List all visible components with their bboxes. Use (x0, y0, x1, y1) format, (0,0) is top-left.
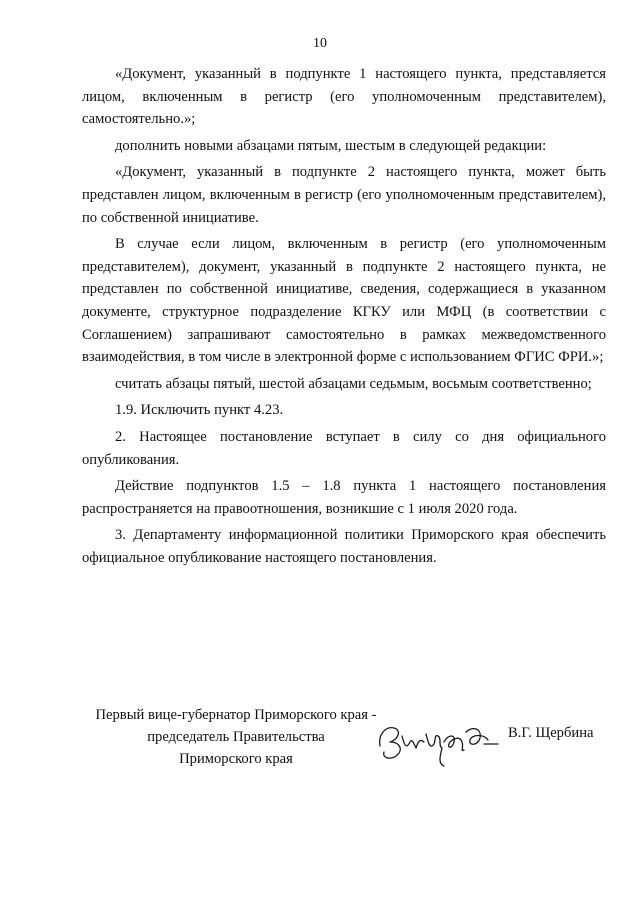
document-body (82, 63, 606, 573)
signatory-title-line: председатель Правительства (147, 729, 325, 745)
paragraph-item-2: 2. Настоящее постановление вступает в силу со дня официального опубликования. (82, 428, 606, 468)
handwritten-signature (372, 712, 512, 774)
signatory-name: В.Г. Щербина (508, 725, 594, 741)
paragraph-supplement-instruction: дополнить новыми абзацами пятым, шестым в следующей редакции: (115, 137, 547, 154)
paragraph-item-3: 3. Департаменту информационной политики Приморского края обеспечить официальное опубликование настоящего постановления. (82, 527, 606, 566)
paragraph-quoted-document-1: «Документ, указанный в подпункте 1 настоящего пункта, представляется лицом, включенным в регистр (его уполномоченным представителем), самостоятельно.»; (82, 66, 606, 128)
signatory-title-line: Приморского края (179, 751, 293, 767)
signatory-title (86, 704, 386, 770)
signatory-title-line: Первый вице-губернатор Приморского края - (95, 707, 377, 723)
paragraph-quoted-document-2: «Документ, указанный в подпункте 2 настоящего пункта, может быть представлен лицом, включенным в регистр (его уполномоченным представителем), по собственной инициативе. (82, 164, 606, 226)
paragraph-interdepartmental-request: В случае если лицом, включенным в регистр (его уполномоченным представителем), документ, указанный в подпункте 2 настоящего пункта, не представлен по собственной инициативе, сведения, содержащиеся в указанном документе, структурное подразделение КГКУ или МФЦ (в соответствии с Соглашением) запрашивают самостоятельно в рамках межведомственного взаимодействия, в том числе в электронной форме с использованием ФГИС ФРИ.»; (82, 236, 606, 366)
paragraph-renumbering: считать абзацы пятый, шестой абзацами седьмым, восьмым соответственно; (115, 375, 592, 392)
paragraph-effective-date: Действие подпунктов 1.5 – 1.8 пункта 1 настоящего постановления распространяется на правоотношения, возникшие с 1 июля 2020 года. (82, 478, 606, 517)
paragraph-item-1-9: 1.9. Исключить пункт 4.23. (115, 402, 284, 419)
page-number: 10 (313, 36, 327, 51)
signature-block (82, 704, 606, 774)
